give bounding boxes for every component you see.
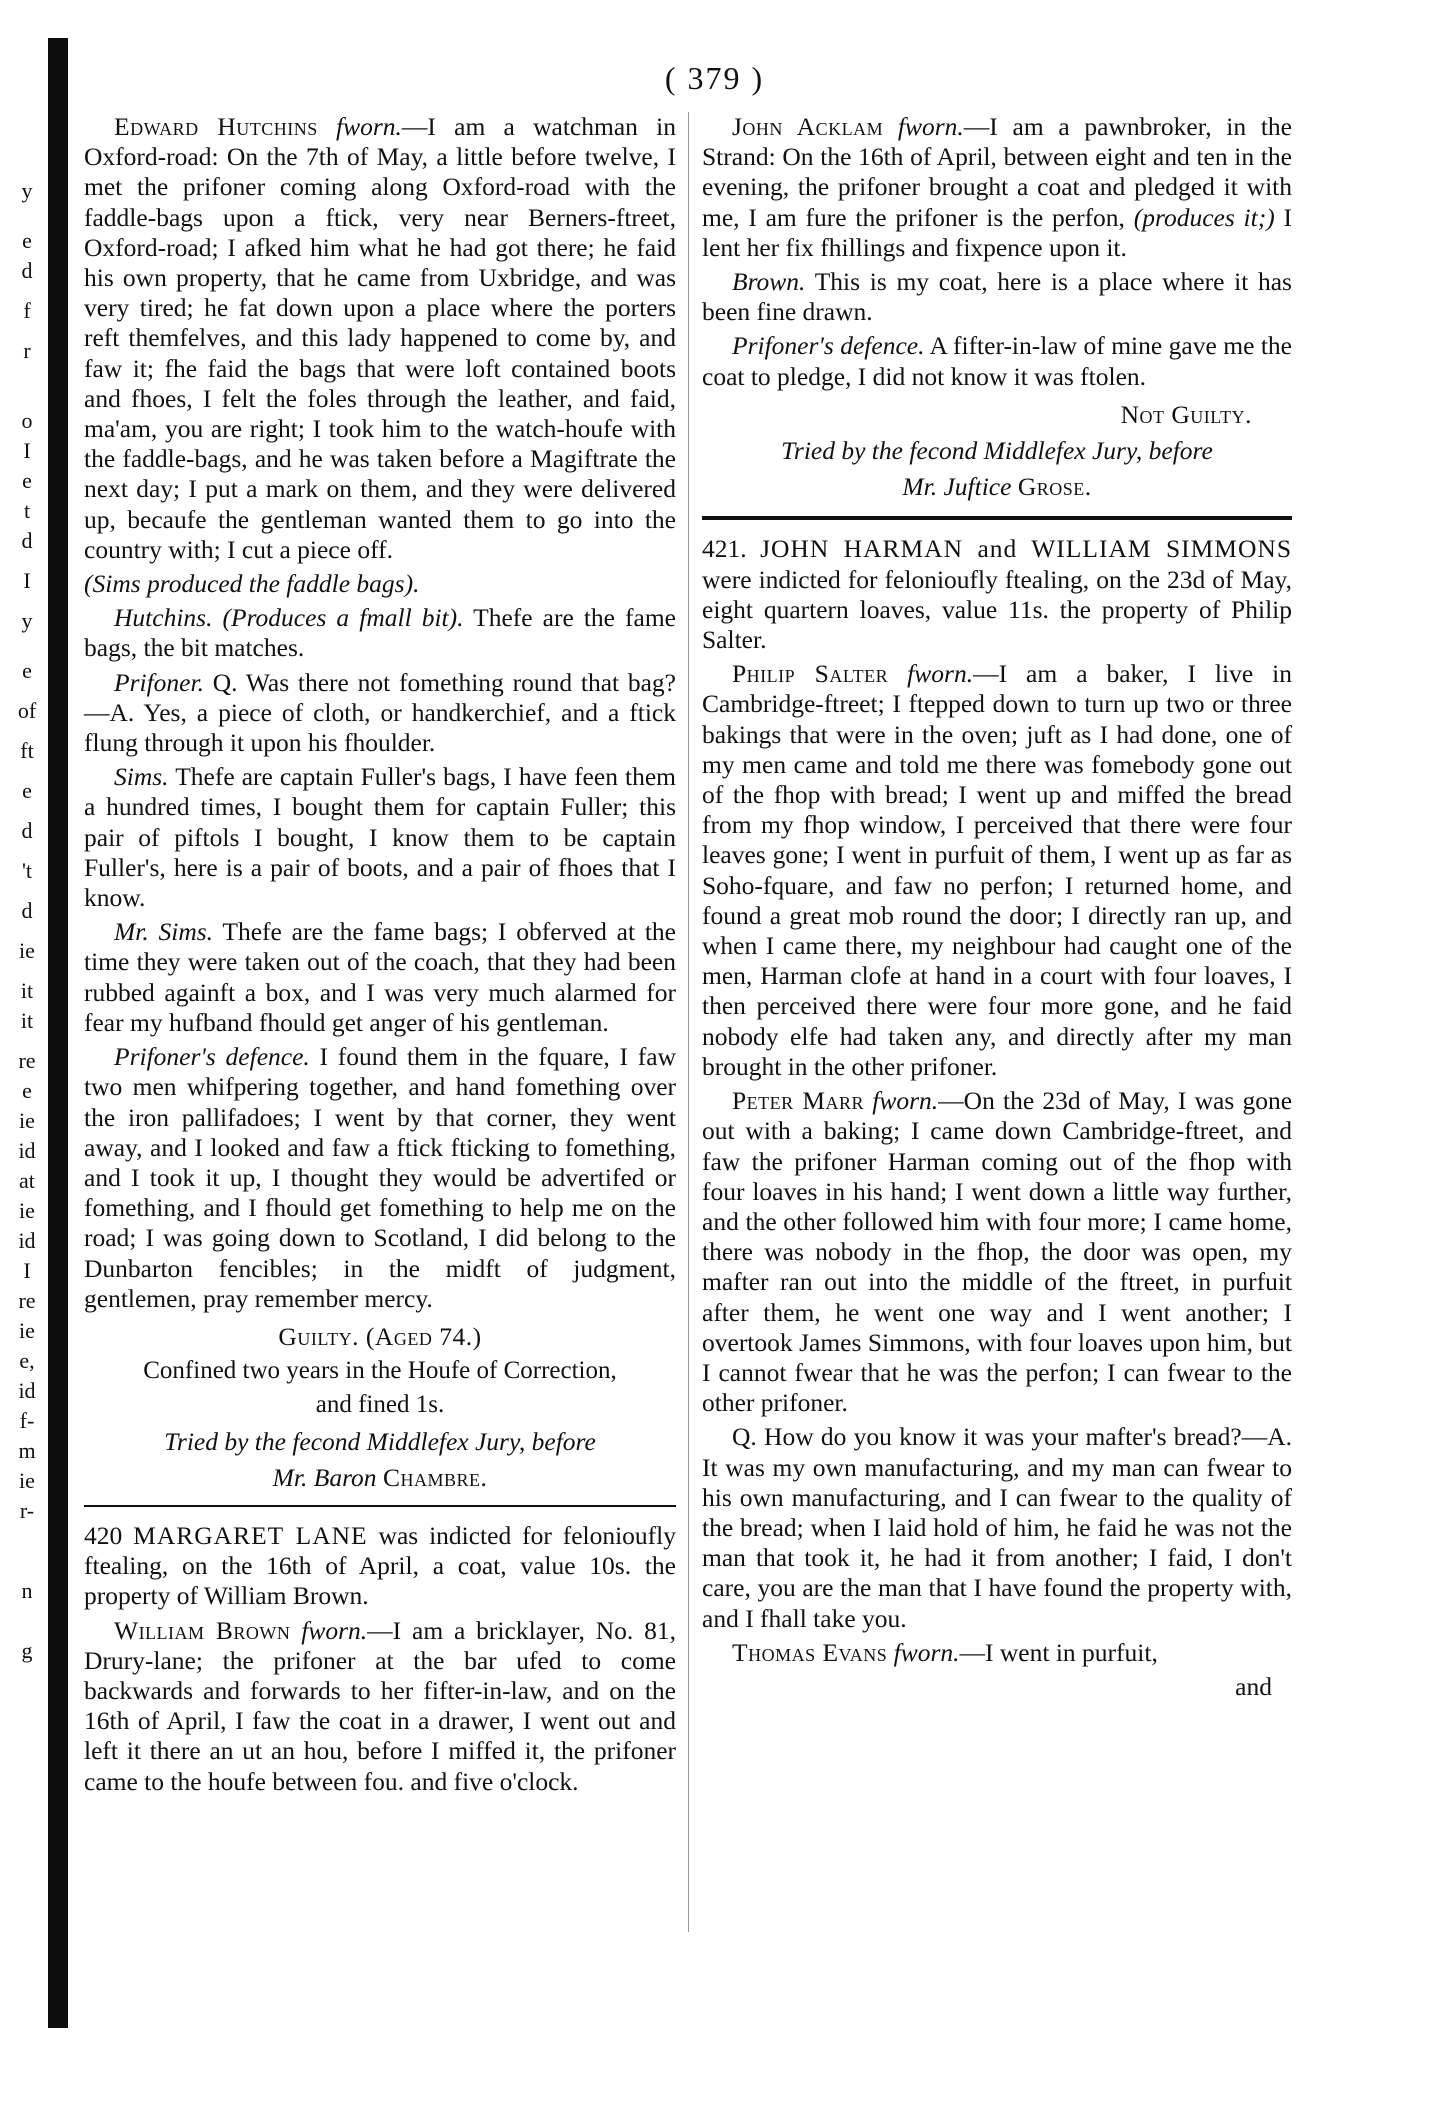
testimony-text: This is my coat, here is a place where it has been fine drawn. bbox=[702, 267, 1292, 327]
margin-fragment: id bbox=[18, 1228, 36, 1253]
tried-before-line: Tried by the fecond Middlefex Jury, before bbox=[781, 436, 1213, 466]
margin-fragment: y bbox=[21, 178, 33, 203]
margin-fragment: o bbox=[21, 408, 33, 433]
witness-name: Thomas Evans bbox=[732, 1637, 888, 1667]
testimony-paragraph bbox=[702, 112, 1292, 263]
margin-fragment: e, bbox=[19, 1348, 35, 1373]
verdict: Guilty. (Aged 74.) bbox=[278, 1321, 482, 1351]
margin-fragment: I bbox=[23, 1258, 31, 1283]
sentence-line: Confined two years in the Houfe of Correction, bbox=[143, 1357, 617, 1385]
testimony-paragraph bbox=[84, 668, 676, 759]
testimony-paragraph bbox=[84, 917, 676, 1038]
catchword: and bbox=[1235, 1671, 1272, 1701]
margin-fragment: g bbox=[21, 1638, 33, 1663]
testimony-text: —I am a pawnbroker, in the Strand: On the 16th of April, between eight and ten in the evening, the prifoner brought a coat and pledged it with me, I am fure the prifoner is the perfon, bbox=[702, 112, 1293, 232]
testimony-text: Thefe are the fame bags; I obferved at the time they were taken out of the coach, that they had been rubbed againft a box, and I was very much alarmed for fear my hufband fhould get anger of his gentleman. bbox=[84, 917, 676, 1037]
sworn-label: fworn. bbox=[872, 1086, 939, 1116]
speaker-name: Sims. bbox=[114, 762, 169, 792]
testimony-paragraph bbox=[84, 603, 676, 663]
margin-fragment: d bbox=[21, 528, 33, 553]
margin-fragment: m bbox=[18, 1438, 36, 1463]
stage-direction: (Produces a fmall bit). bbox=[222, 603, 464, 633]
sworn-label: fworn. bbox=[907, 659, 974, 689]
margin-fragment: e bbox=[22, 778, 32, 803]
defendant-name: MARGARET LANE bbox=[133, 1520, 368, 1550]
testimony-paragraph bbox=[702, 1086, 1292, 1418]
margin-fragment: id bbox=[18, 1138, 36, 1163]
margin-fragment: d bbox=[21, 818, 33, 843]
margin-fragment: d bbox=[21, 898, 33, 923]
sentence-line: and fined 1s. bbox=[315, 1391, 445, 1419]
testimony-text: Q. Was there not fomething round that bag?—A. Yes, a piece of cloth, or handkerchief, and a ftick flung through it upon his fhoulder. bbox=[84, 667, 677, 758]
margin-fragment: f bbox=[23, 298, 31, 323]
margin-fragment: ie bbox=[19, 938, 35, 963]
speaker-name: Hutchins. bbox=[114, 603, 213, 633]
testimony-paragraph bbox=[702, 1638, 1292, 1668]
margin-fragment: ie bbox=[19, 1198, 35, 1223]
case-separator-rule bbox=[84, 1505, 676, 1507]
testimony-paragraph bbox=[702, 331, 1292, 391]
tried-before-judge bbox=[702, 472, 1292, 502]
case-separator-rule bbox=[702, 516, 1292, 520]
case-heading bbox=[702, 534, 1292, 655]
margin-fragment: e bbox=[22, 228, 32, 253]
margin-fragment: re bbox=[18, 1048, 36, 1073]
speaker-name: Prifoner. bbox=[114, 667, 204, 697]
speaker-name: Prifoner's defence. bbox=[114, 1042, 310, 1072]
witness-name: John Acklam bbox=[732, 112, 884, 141]
testimony-text: Thefe are the fame bags, the bit matches. bbox=[84, 603, 677, 663]
margin-fragment: ie bbox=[19, 1318, 35, 1343]
speaker-name: Mr. Sims. bbox=[114, 917, 214, 947]
tried-before-line: Tried by the fecond Middlefex Jury, before bbox=[164, 1426, 596, 1456]
testimony-text: A fifter-in-law of mine gave me the coat to pledge, I did not know it was ftolen. bbox=[702, 331, 1292, 391]
margin-fragment: I bbox=[23, 438, 31, 463]
margin-fragment: at bbox=[19, 1168, 35, 1193]
witness-name: William Brown bbox=[114, 1615, 291, 1645]
right-column bbox=[702, 112, 1292, 1706]
stage-direction: (produces it;) bbox=[1133, 202, 1275, 232]
testimony-paragraph bbox=[84, 762, 676, 913]
margin-fragment: I bbox=[23, 568, 31, 593]
defendant-names: JOHN HARMAN and WILLIAM SIMMONS bbox=[760, 534, 1292, 564]
margin-fragment: ft bbox=[20, 738, 34, 763]
witness-name: Peter Marr bbox=[732, 1086, 865, 1116]
margin-fragment: r- bbox=[19, 1498, 35, 1523]
testimony-paragraph bbox=[702, 267, 1292, 327]
margin-fragment: id bbox=[18, 1378, 36, 1403]
speaker-name: Brown. bbox=[732, 267, 806, 297]
testimony-text: —I am a watchman in Oxford-road: On the 7th of May, a little before twelve, I met the prifoner coming along Oxford-road with the faddle-bags upon a ftick, very near Berners-ftreet, Oxford-road; I afked him what he had got there; he faid his own property, that he came from Uxbridge, and was very tired; he fat down upon a place where the porters reft themfelves, and this lady happened to come by, and faw it; fhe faid the bags that were loft contained boots and fhoes, I felt the foles through the leather, and faid, ma'am, you are right; I took him to the watch-houfe with the faddle-bags, and he was taken before a Magiftrate the next day; I put a mark on them, and they were delivered up, becaufe the gentleman wanted them to go into the country with; I cut a piece off. bbox=[84, 112, 676, 564]
case-number: 421. bbox=[702, 534, 747, 564]
testimony-paragraph bbox=[702, 659, 1292, 1082]
page-number: ( 379 ) bbox=[664, 60, 765, 96]
judge-name: Grose. bbox=[1017, 472, 1092, 502]
margin-fragment: r bbox=[23, 338, 31, 363]
judge-title: Mr. Juftice bbox=[902, 472, 1012, 502]
column-divider bbox=[688, 112, 689, 1932]
margin-fragment: it bbox=[20, 1008, 34, 1033]
margin-fragment: e bbox=[22, 658, 32, 683]
margin-fragment: n bbox=[21, 1578, 33, 1603]
judge-name: Chambre. bbox=[382, 1462, 488, 1492]
testimony-text: —I am a bricklayer, No. 81, Drury-lane; the prifoner at the bar ufed to come backwards and forwards to her fifter-in-law, and on the 16th of April, I faw the coat in a drawer, I went out and left it there an ut an hou, before I miffed it, the prifoner came to the houfe between fou. and five o'clock. bbox=[84, 1615, 677, 1796]
case-heading bbox=[84, 1521, 676, 1612]
left-margin-gutter bbox=[0, 0, 70, 2104]
testimony-text: Thefe are captain Fuller's bags, I have feen them a hundred times, I bought them for captain Fuller; this pair of piftols I bought, I know them to be captain Fuller's, here is a pair of boots, and a pair of fhoes that I know. bbox=[84, 762, 677, 913]
testimony-text: —I am a baker, I live in Cambridge-ftreet; I ftepped down to turn up two or three bakings that were in the oven; juft as I had done, one of my men came and told me there was fomebody gone out of the fhop with bread; I went up and miffed the bread from my fhop window, I perceived that there were four leaves gone; I went in purfuit of them, I went up as far as Soho-fquare, and faw no perfon; I returned home, and found a great mob round the door; I directly ran up, and when I came there, my neighbour had caught one of the men, Harman clofe at hand in a court with four loaves, I then perceived there were four more gone, and he faid nobody elfe had taken any, and directly after my man brought in the other prifoner. bbox=[702, 659, 1292, 1081]
stage-direction: (Sims produced the faddle bags). bbox=[84, 569, 420, 599]
testimony-paragraph: Q. How do you know it was your mafter's bread?—A. It was my own manufacturing, and my man can fwear to his own manufacturing, and I can fwear to the quality of the bread; when I laid hold of him, he faid he was not the man that took it, he had it from another; I faid, I don't care, you are the man that I have found the property with, and I fhall take you. bbox=[702, 1422, 1292, 1633]
margin-fragment: ie bbox=[19, 1468, 35, 1493]
left-column bbox=[84, 112, 676, 1801]
testimony-text: I lent her fix fhillings and fixpence upon it. bbox=[702, 202, 1293, 262]
sworn-label: fworn. bbox=[336, 112, 402, 141]
margin-fragment: it bbox=[20, 978, 34, 1003]
witness-name: Edward Hutchins bbox=[114, 112, 318, 141]
sworn-label: fworn. bbox=[897, 112, 964, 141]
margin-fragment: t bbox=[23, 498, 31, 523]
margin-fragment: ie bbox=[19, 1108, 35, 1133]
sworn-label: fworn. bbox=[301, 1615, 368, 1645]
margin-fragment: re bbox=[18, 1288, 36, 1313]
case-number: 420 bbox=[84, 1520, 123, 1550]
testimony-text: I found them in the fquare, I faw two men whifpering together, and hand fomething over the iron pallifadoes; I went by that corner, they went away, and I looked and faw a ftick fticking to fomething, and I took it up, I thought they would be advertifed or fomething, and I fhould get fomething to help me on the road; I was going down to Scotland, I did belong to the Dunbarton fencibles; in the midft of judgment, gentlemen, pray remember mercy. bbox=[84, 1042, 677, 1313]
speaker-name: Prifoner's defence. bbox=[732, 331, 925, 361]
tried-before-judge bbox=[84, 1463, 676, 1493]
testimony-paragraph bbox=[84, 1616, 676, 1797]
indictment-text: were indicted for felonioufly ftealing, on the 23d of May, eight quartern loaves, value 11s. the property of Philip Salter. bbox=[702, 564, 1292, 655]
verdict: Not Guilty. bbox=[1120, 399, 1252, 429]
margin-fragment: e bbox=[22, 468, 32, 493]
testimony-text: —I went in purfuit, bbox=[959, 1637, 1158, 1667]
testimony-paragraph bbox=[84, 1042, 676, 1314]
margin-fragment: 't bbox=[21, 858, 33, 883]
indictment-text: was indicted for felonioufly ftealing, on the 16th of April, a coat, value 10s. the property of William Brown. bbox=[84, 1520, 677, 1611]
margin-fragment: f- bbox=[19, 1408, 35, 1433]
binding-shadow bbox=[48, 38, 68, 2028]
witness-name: Philip Salter bbox=[732, 659, 889, 689]
testimony-text: —On the 23d of May, I was gone out with a baking; I came down Cambridge-ftreet, and faw the prifoner Harman coming out of the fhop with four loaves in his hand; I went down a little way further, and the other followed him with four more; I came home, there was nobody in the fhop, the door was open, my mafter ran out into the middle of the ftreet, in purfuit after them, he went one way and I went another; I overtook James Simmons, with four loaves upon him, but I cannot fwear that he was the perfon; I can fwear to the other prifoner. bbox=[702, 1086, 1293, 1418]
testimony-paragraph bbox=[84, 112, 676, 565]
judge-title: Mr. Baron bbox=[272, 1462, 377, 1492]
margin-fragment: e bbox=[22, 1078, 32, 1103]
sworn-label: fworn. bbox=[893, 1637, 960, 1667]
margin-fragment: of bbox=[17, 698, 37, 723]
margin-fragment: d bbox=[21, 258, 33, 283]
margin-fragment: y bbox=[21, 608, 33, 633]
